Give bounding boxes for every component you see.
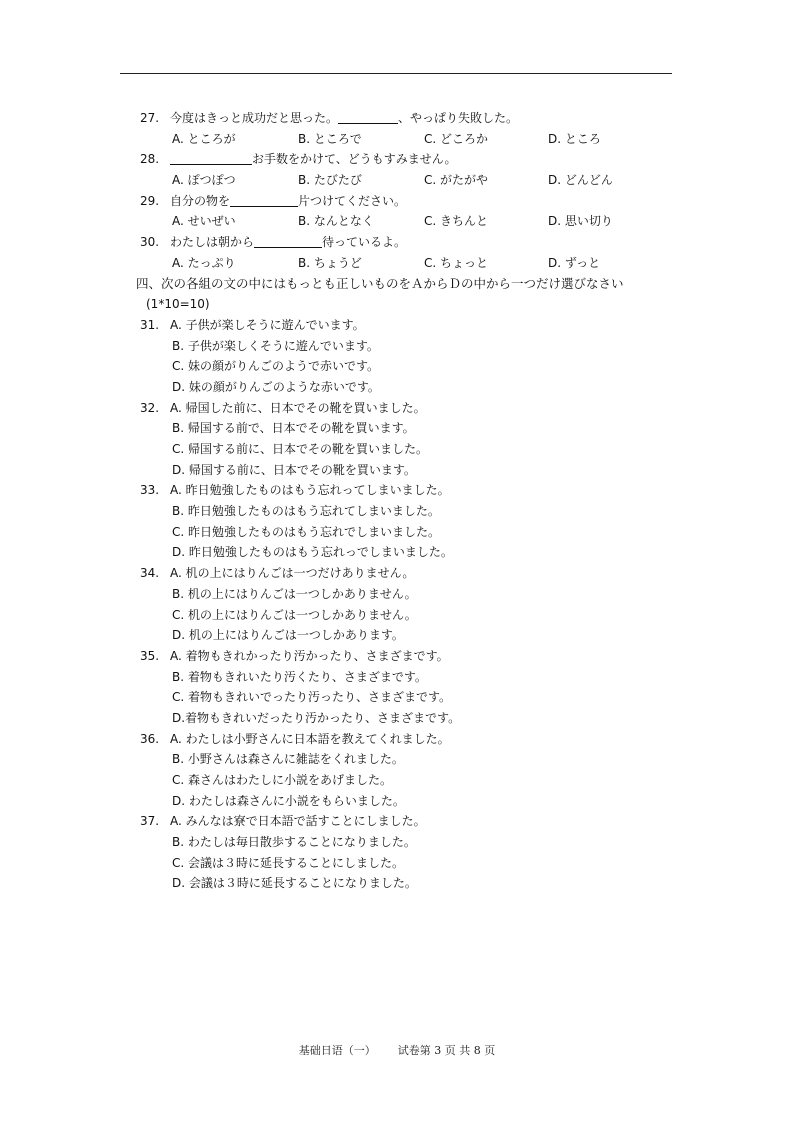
option-d: D. ずっと xyxy=(548,255,601,270)
answer-blank xyxy=(254,234,322,248)
question-number: 31. xyxy=(140,317,160,332)
option-b: B. わたしは毎日散歩することになりました。 xyxy=(172,835,416,850)
option-d: D. どんどん xyxy=(548,173,613,188)
option-c: C. 森さんはわたしに小説をあげました。 xyxy=(172,773,393,787)
question-34 xyxy=(140,563,680,584)
option-a: A. ところが xyxy=(172,131,236,146)
exam-content xyxy=(136,108,680,894)
question-37 xyxy=(140,811,680,832)
option-c: C. どころか xyxy=(424,131,489,146)
question-29 xyxy=(140,191,680,212)
options-27 xyxy=(140,129,680,150)
option-b: B. 着物もきれいたり汚くたり、さまざまです。 xyxy=(172,669,427,684)
option-a: A. ぽつぽつ xyxy=(172,173,236,188)
option-d: D. 帰国する前に、日本でその靴を買います。 xyxy=(172,462,416,477)
option-c: C. 妹の顔がりんごのようで赤いです。 xyxy=(172,359,380,374)
question-30 xyxy=(140,232,680,253)
option-b: B. 机の上にはりんごは一つしかありません。 xyxy=(172,586,417,601)
option-b: B. 昨日勉強したものはもう忘れてしまいました。 xyxy=(172,504,440,519)
option-c: C. ちょっと xyxy=(424,255,489,270)
question-35 xyxy=(140,646,680,667)
option-b: B. ちょうど xyxy=(298,255,362,270)
option-d: D. ところ xyxy=(548,131,601,146)
page-footer xyxy=(0,1042,794,1058)
footer-page-number: 试卷第 3 页 共 8 页 xyxy=(397,1044,496,1057)
question-28 xyxy=(140,149,680,170)
option-b: B. 帰国する前で、日本でその靴を買います。 xyxy=(172,421,415,436)
option-d: D. わたしは森さんに小説をもらいました。 xyxy=(172,793,405,808)
option-d: D. 妹の顔がりんごのような赤いです。 xyxy=(172,379,380,394)
option-b: B. たびたび xyxy=(298,173,362,188)
option-b: B. 小野さんは森さんに雑誌をくれました。 xyxy=(172,752,404,767)
option-a: A. みんなは寮で日本語で話すことにしました。 xyxy=(170,814,426,829)
option-c: C. 帰国する前に、日本でその靴を買いました。 xyxy=(172,442,429,456)
option-c: C. きちんと xyxy=(424,214,489,229)
option-a: A. 帰国した前に、日本でその靴を買いました。 xyxy=(170,400,426,415)
question-text-pre: 自分の物を xyxy=(170,193,231,208)
question-number: 37. xyxy=(140,814,160,829)
section-4-score: (1*10=10) xyxy=(146,297,210,312)
question-number: 34. xyxy=(140,566,160,581)
question-27 xyxy=(140,108,680,129)
option-a: A. 子供が楽しそうに遊んでいます。 xyxy=(170,317,365,332)
option-c: C. 昨日勉強したものはもう忘れでしまいました。 xyxy=(172,524,441,539)
question-number: 29. xyxy=(140,193,160,208)
question-text-post: 、やっぱり失敗した。 xyxy=(398,111,519,125)
question-text-post: 待っているよ。 xyxy=(322,235,407,250)
question-text-pre: わたしは朝から xyxy=(170,235,255,250)
options-29 xyxy=(140,211,680,232)
section-4-title: 四、次の各組の文の中にはもっとも正しいものをＡからＤの中から一つだけ選びなさい xyxy=(136,275,624,291)
option-b: B. なんとなく xyxy=(298,214,374,229)
question-number: 36. xyxy=(140,731,160,746)
options-30 xyxy=(140,253,680,274)
question-31 xyxy=(140,315,680,336)
question-number: 30. xyxy=(140,235,160,250)
option-c: C. 机の上にはりんごは一つしかありません。 xyxy=(172,607,417,622)
option-c: C. 着物もきれいでったり汚ったり、さまざまです。 xyxy=(172,690,452,705)
question-32 xyxy=(140,398,680,419)
option-a: A. 机の上にはりんごは一つだけありません。 xyxy=(170,566,415,581)
question-33 xyxy=(140,480,680,501)
footer-course: 基础日语（一） xyxy=(298,1044,376,1057)
answer-blank xyxy=(338,110,398,124)
question-number: 33. xyxy=(140,483,160,498)
option-a: A. わたしは小野さんに日本語を教えてくれました。 xyxy=(170,731,450,746)
question-36 xyxy=(140,729,680,750)
question-text-post: お手数をかけて、どうもすみません。 xyxy=(252,152,457,167)
option-a: A. せいぜい xyxy=(172,214,236,229)
option-d: D.着物もきれいだったり汚かったり、さまざまです。 xyxy=(172,710,461,725)
option-d: D. 昨日勉強したものはもう忘れっでしまいました。 xyxy=(172,545,453,560)
header-rule xyxy=(120,73,672,74)
question-number: 32. xyxy=(140,400,160,415)
question-text-pre: 今度はきっと成功だと思った。 xyxy=(170,111,339,125)
option-a: A. 昨日勉強したものはもう忘れってしまいました。 xyxy=(170,483,450,498)
option-a: A. たっぷり xyxy=(172,255,236,270)
option-c: C. がたがや xyxy=(424,173,489,188)
option-d: D. 会議は３時に延長することになりました。 xyxy=(172,876,417,891)
option-b: B. ところで xyxy=(298,131,362,146)
question-text-post: 片つけてください。 xyxy=(298,193,407,208)
answer-blank xyxy=(170,151,252,165)
options-28 xyxy=(140,170,680,191)
option-c: C. 会議は３時に延長することにしました。 xyxy=(172,855,405,870)
option-d: D. 机の上にはりんごは一つしかあります。 xyxy=(172,628,404,643)
option-b: B. 子供が楽しくそうに遊んでいます。 xyxy=(172,338,379,353)
option-a: A. 着物もきれかったり汚かったり、さまざまです。 xyxy=(170,648,449,663)
answer-blank xyxy=(230,193,298,207)
question-number: 35. xyxy=(140,648,160,663)
option-d: D. 思い切り xyxy=(548,214,613,229)
question-number: 28. xyxy=(140,152,160,167)
question-number: 27. xyxy=(140,111,160,125)
